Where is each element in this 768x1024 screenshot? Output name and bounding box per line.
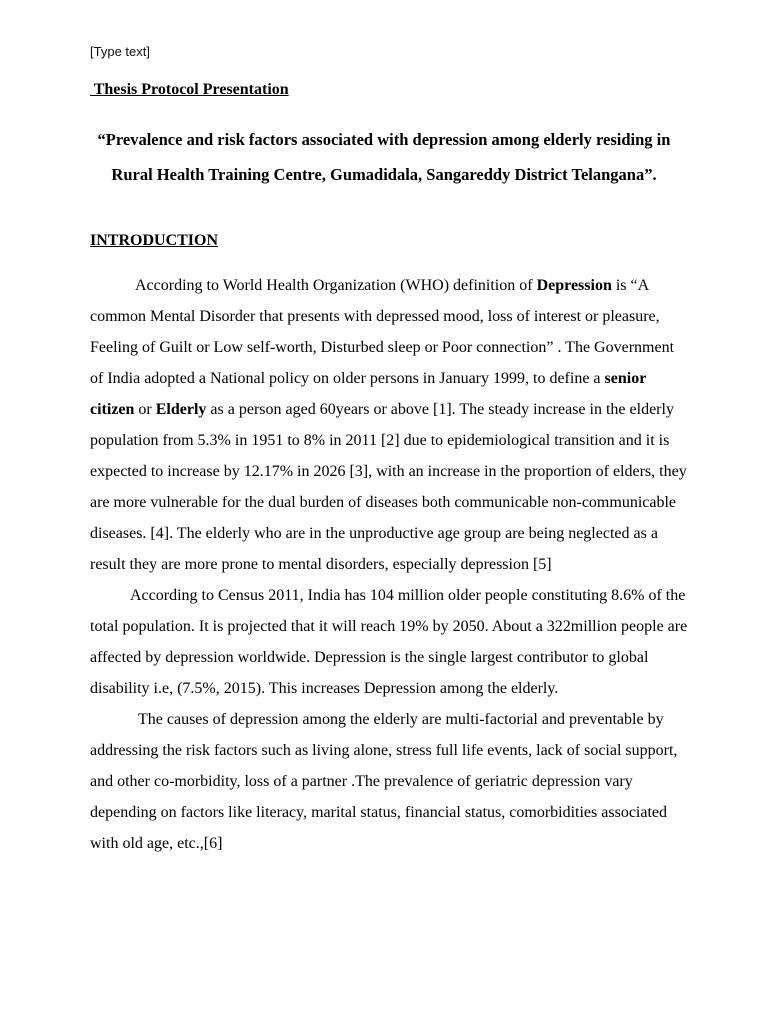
paragraph-3: The causes of depression among the elderly are multi-factorial and preventable by addressing the risk factors such as living alone, stress full life events, lack of social support, and other co-morbidity, loss of a partner .The prevalence of geriatric depression vary depending on factors like literacy, marital status, financial status, comorbidities associated with old age, etc.,[6] bbox=[90, 711, 678, 852]
paragraph-1 bbox=[90, 270, 690, 580]
term-senior-citizen: senior citizen bbox=[90, 370, 647, 418]
paragraph-1-text-a: According to World Health Organization (WHO) definition of bbox=[135, 277, 537, 294]
header-placeholder-text: [Type text] bbox=[90, 44, 150, 59]
introduction-body bbox=[90, 270, 690, 859]
paragraph-1-text-c: or bbox=[134, 401, 156, 418]
paragraph-1-text-b: is “A common Mental Disorder that presents with depressed mood, loss of interest or pleasure, Feeling of Guilt or Low self-worth, Disturbed sleep or Poor connection” . The Government of India adopted a National policy on older persons in January 1999, to define a bbox=[90, 277, 675, 387]
thesis-title: “Prevalence and risk factors associated with depression among elderly residing in Rural Health Training Centre, Gumadidala, Sangareddy District Telangana”. bbox=[97, 130, 671, 184]
section-label: Thesis Protocol Presentation bbox=[90, 81, 289, 98]
paragraph-2: According to Census 2011, India has 104 million older people constituting 8.6% of the total population. It is projected that it will reach 19% by 2050. About a 322million people are affected by depression worldwide. Depression is the single largest contributor to global disability i.e, (7.5%, 2015). This increases Depression among the elderly. bbox=[90, 587, 688, 697]
paragraph-1-text-d: as a person aged 60years or above [1]. The steady increase in the elderly population from 5.3% in 1951 to 8% in 2011 [2] due to epidemiological transition and it is expected to increase by 12.17% in 2026 [3], with an increase in the proportion of elders, they are more vulnerable for the dual burden of diseases both communicable non-communicable diseases. [4]. The elderly who are in the unproductive age group are being neglected as a result they are more prone to mental disorders, especially depression [5] bbox=[90, 401, 687, 573]
term-depression: Depression bbox=[536, 277, 612, 294]
introduction-heading: INTRODUCTION bbox=[90, 232, 219, 249]
term-elderly: Elderly bbox=[155, 401, 207, 418]
